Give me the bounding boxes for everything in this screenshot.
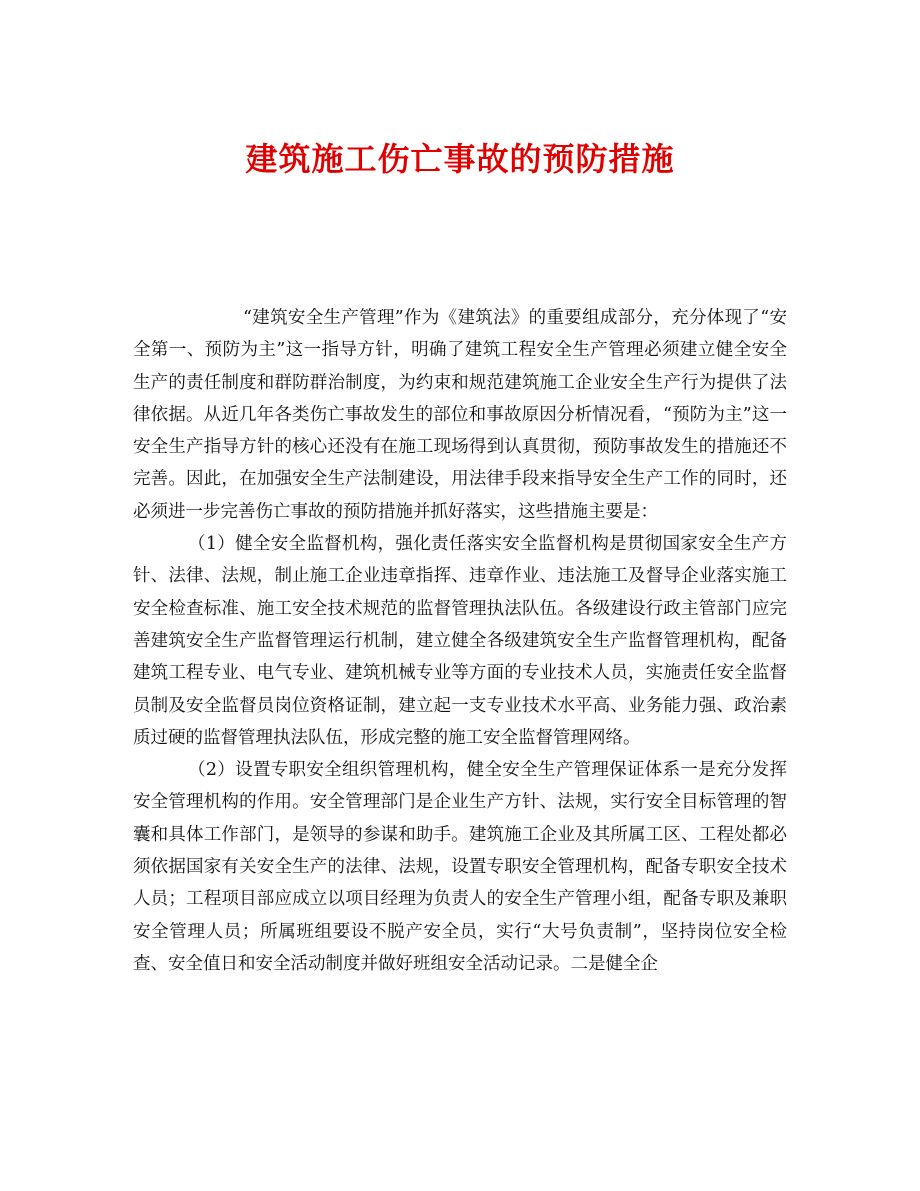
document-title: 建筑施工伤亡事故的预防措施 bbox=[245, 140, 675, 179]
paragraph-item-2: （2）设置专职安全组织管理机构，健全安全生产管理保证体系一是充分发挥安全管理机构的作用。安全管理部门是企业生产方针、法规，实行安全目标管理的智囊和具体工作部门，是领导的参谋和助手。建筑施工企业及其所属工区、工程处都必须依据国家有关安全生产的法律、法规，设置专职安全管理机构，配备专职安全技术人员；工程项目部应成立以项目经理为负责人的安全生产管理小组，配备专职及兼职安全管理人员；所属班组要设不脱产安全员，实行“大号负责制”，坚持岗位安全检查、安全值日和安全活动制度并做好班组安全活动记录。二是健全企 bbox=[133, 760, 787, 974]
paragraph-intro: “建筑安全生产管理”作为《建筑法》的重要组成部分，充分体现了“安全第一、预防为主”这一指导方针，明确了建筑工程安全生产管理必须建立健全安全生产的责任制度和群防群治制度，为约束和规范建筑施工企业安全生产行为提供了法律依据。从近几年各类伤亡事故发生的部位和事故原因分析情况看，“预防为主”这一安全生产指导方针的核心还没有在施工现场得到认真贯彻，预防事故发生的措施还不完善。因此，在加强安全生产法制建设，用法律手段来指导安全生产工作的同时，还必须进一步完善伤亡事故的预防措施并抓好落实，这些措施主要是： bbox=[133, 308, 787, 522]
document-body bbox=[133, 302, 787, 980]
paragraph-item-1: （1）健全安全监督机构，强化责任落实安全监督机构是贯彻国家安全生产方针、法律、法规，制止施工企业违章指挥、违章作业、违法施工及督导企业落实施工安全检查标准、施工安全技术规范的监督管理执法队伍。各级建设行政主管部门应完善建筑安全生产监督管理运行机制，建立健全各级建筑安全生产监督管理机构，配备建筑工程专业、电气专业、建筑机械专业等方面的专业技术人员，实施责任安全监督员制及安全监督员岗位资格证制，建立起一支专业技术水平高、业务能力强、政治素质过硬的监督管理执法队伍，形成完整的施工安全监督管理网络。 bbox=[133, 534, 787, 748]
